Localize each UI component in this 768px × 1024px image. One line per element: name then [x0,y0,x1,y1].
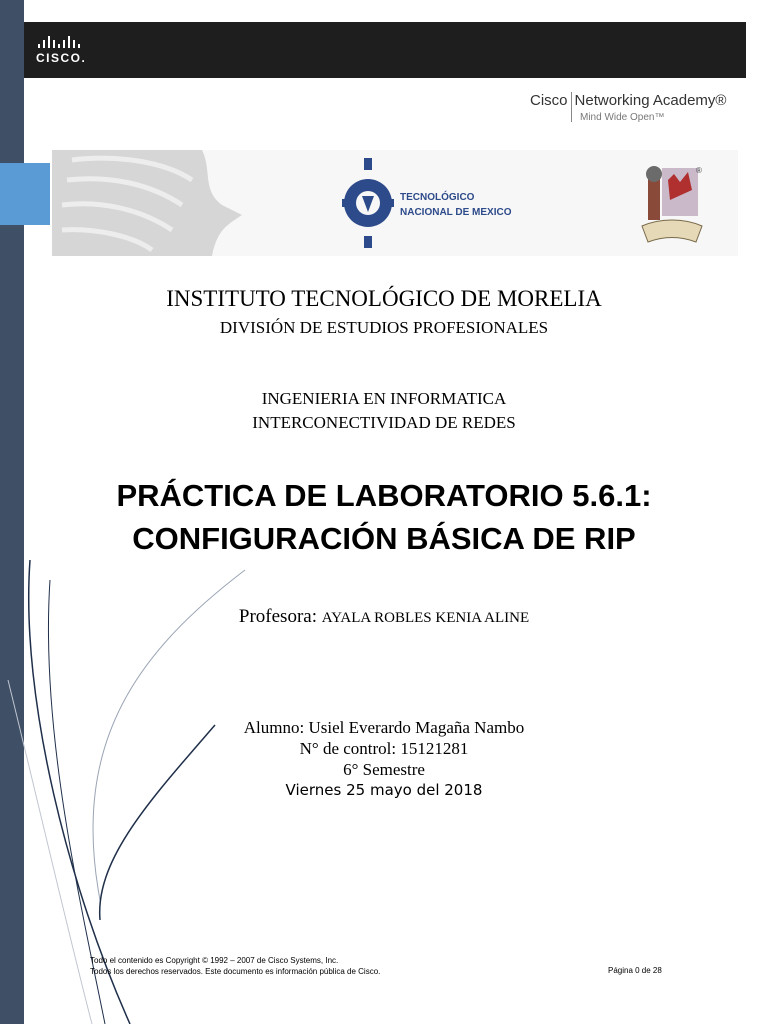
tecnm-logo-text: TECNOLÓGICO NACIONAL DE MEXICO [400,192,512,218]
document-title-line1: PRÁCTICA DE LABORATORIO 5.6.1: [116,478,652,513]
document-title-line2: CONFIGURACIÓN BÁSICA DE RIP [132,521,636,556]
semester: 6° Semestre [343,760,425,779]
tecnm-gear-icon [342,156,394,250]
student-name: Alumno: Usiel Everardo Magaña Nambo [243,718,525,737]
control-number: N° de control: 15121281 [299,739,469,758]
academy-program: Networking Academy® [574,92,727,109]
cisco-wordmark: CISCO. [36,51,87,65]
cisco-bars-icon [38,36,106,48]
academy-tagline: Mind Wide Open™ [580,112,665,123]
footer-copyright [90,955,380,977]
networking-academy-logo [530,92,750,122]
institution-name: INSTITUTO TECNOLÓGICO DE MORELIA [166,286,602,311]
professor-line [0,606,768,628]
course-name: INTERCONECTIVIDAD DE REDES [252,413,516,432]
career-name: INGENIERIA EN INFORMATICA [261,389,507,408]
page-number: Página 0 de 28 [608,966,662,975]
cisco-logo [36,36,106,68]
rights-line: Todos los derechos reservados. Este documento es información pública de Cisco. [90,967,381,976]
warrior-profile-watermark [52,150,252,256]
copyright-line: Todo el contenido es Copyright © 1992 – 2007 de Cisco Systems, Inc. [90,956,339,965]
cisco-header-bar [24,22,746,78]
itm-crest-icon [640,160,704,252]
institution-logo-strip [52,150,738,256]
academy-name: Cisco [530,92,568,109]
professor-name: AYALA ROBLES KENIA ALINE [321,610,530,626]
division-name: DIVISIÓN DE ESTUDIOS PROFESIONALES [219,318,549,337]
left-accent-block [0,163,50,225]
professor-label: Profesora: [238,606,317,627]
itm-registered-mark: ® [696,166,702,175]
submission-date: Viernes 25 mayo del 2018 [285,781,483,799]
